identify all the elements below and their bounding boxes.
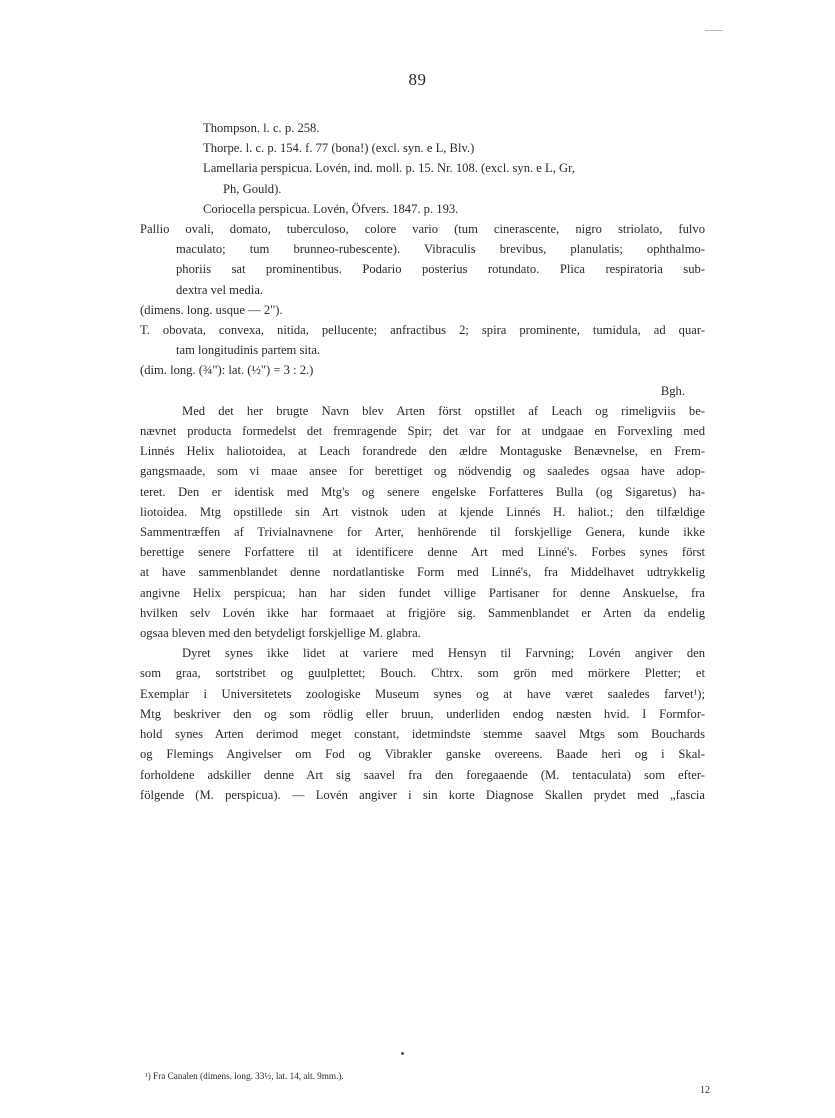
- paragraph-line: berettige senere Forfattere til at identificere denne Art med Linné's. Forbes synes först: [140, 545, 705, 560]
- body-text: [140, 118, 705, 805]
- paragraph-line: forholdene adskiller denne Art sig saavel fra den foregaaende (M. tentaculata) som efter-: [140, 767, 705, 782]
- synonym-line: Lamellaria perspicua. Lovén, ind. moll. p. 15. Nr. 108. (excl. syn. e L, Gr,: [203, 161, 575, 176]
- paragraph-line: at have sammenblandet denne nordatlantiske Form med Linné's, fra Middelhavet udtrykkelig: [140, 565, 705, 580]
- paragraph-line: hvilken selv Lovén ikke har formaaet at frigjöre sig. Sammenblandet er Arten da endelig: [140, 605, 705, 620]
- diagnosis-line: maculato; tum brunneo-rubescente). Vibraculis brevibus, planulatis; ophthalmo-: [176, 242, 705, 257]
- paragraph-line: Dyret synes ikke lidet at variere med Hensyn til Farvning; Lovén angiver den: [182, 646, 705, 661]
- paragraph-line: fölgende (M. perspicua). — Lovén angiver i sin korte Diagnose Skallen prydet med „fascia: [140, 787, 705, 802]
- paragraph-line: Sammentræffen af Trivialnavnene for Arter, henhörende til forskjellige Genera, kunde ikke: [140, 525, 705, 540]
- paragraph-line: gangsmaade, som vi maae ansee for berettiget og nödvendig og saaledes ogsaa have adop-: [140, 464, 705, 479]
- ink-dot: [401, 1052, 404, 1055]
- signature-mark: 12: [700, 1085, 710, 1096]
- paragraph-line: Mtg beskriver den og som rödlig eller bruun, underliden endog næsten hvid. I Formfor-: [140, 706, 705, 721]
- paragraph-line: Med det her brugte Navn blev Arten först opstillet af Leach og rimeligviis be-: [182, 403, 705, 418]
- paragraph-line: Exemplar i Universitetets zoologiske Museum synes og at have været saaledes farvet¹);: [140, 686, 705, 701]
- dimension-line: (dimens. long. usque — 2").: [140, 302, 283, 317]
- diagnosis-line: phoriis sat prominentibus. Podario posterius rotundato. Plica respiratoria sub-: [176, 262, 705, 277]
- paragraph-line: som graa, sortstribet og guulplettet; Bouch. Chtrx. som grön med mörkere Pletter; et: [140, 666, 705, 681]
- shell-diagnosis-line: T. obovata, convexa, nitida, pellucente; anfractibus 2; spira prominente, tumidula, ad quar-: [140, 323, 705, 338]
- paragraph-line: teret. Den er identisk med Mtg's og senere engelske Forfatteres Bulla (og Sigaretus) ha-: [140, 484, 705, 499]
- paragraph-line: og Flemings Angivelser om Fod og Vibrakler ganske overeens. Baade heri og i Skal-: [140, 747, 705, 762]
- footnote: ¹) Fra Canalen (dimens. long. 33½, lat. 14, alt. 9mm.).: [145, 1071, 344, 1081]
- paragraph-line: hold synes Arten derimod meget constant, idetmindste stemme saavel Mtgs som Bouchards: [140, 727, 705, 742]
- author-abbrev: Bgh.: [660, 383, 685, 398]
- dimension-line: (dim. long. (¾"): lat. (½") = 3 : 2.): [140, 363, 314, 378]
- synonym-line: Thorpe. l. c. p. 154. f. 77 (bona!) (excl. syn. e L, Blv.): [203, 141, 475, 156]
- diagnosis-line: dextra vel media.: [176, 282, 264, 297]
- page-number: 89: [408, 70, 427, 89]
- paragraph-line: liotoidea. Mtg opstillede sin Art vistnok uden at kjende Linnés H. haliot.; den tilfældige: [140, 504, 705, 519]
- synonym-line: Ph, Gould).: [223, 181, 282, 196]
- paragraph-line: ogsaa bleven med den betydeligt forskjellige M. glabra.: [140, 626, 421, 641]
- synonym-line: Thompson. l. c. p. 258.: [203, 121, 320, 135]
- shell-diagnosis-line: tam longitudinis partem sita.: [176, 343, 321, 358]
- paragraph-line: nævnet producta formedelst det fremragende Spir; det var for at undgaae en Forvexling med: [140, 424, 705, 439]
- paragraph-line: angivne Helix perspicua; han har siden fundet villige Partisaner for denne Anskuelse, fra: [140, 585, 705, 600]
- synonym-line: Coriocella perspicua. Lovén, Öfvers. 1847. p. 193.: [203, 201, 459, 216]
- scan-mark: [705, 30, 723, 31]
- paragraph-line: Linnés Helix haliotoidea, at Leach forandrede den ældre Montaguske Benævnelse, en Frem-: [140, 444, 705, 459]
- diagnosis-line: Pallio ovali, domato, tuberculoso, colore vario (tum cinerascente, nigro striolato, fulvo: [140, 222, 705, 237]
